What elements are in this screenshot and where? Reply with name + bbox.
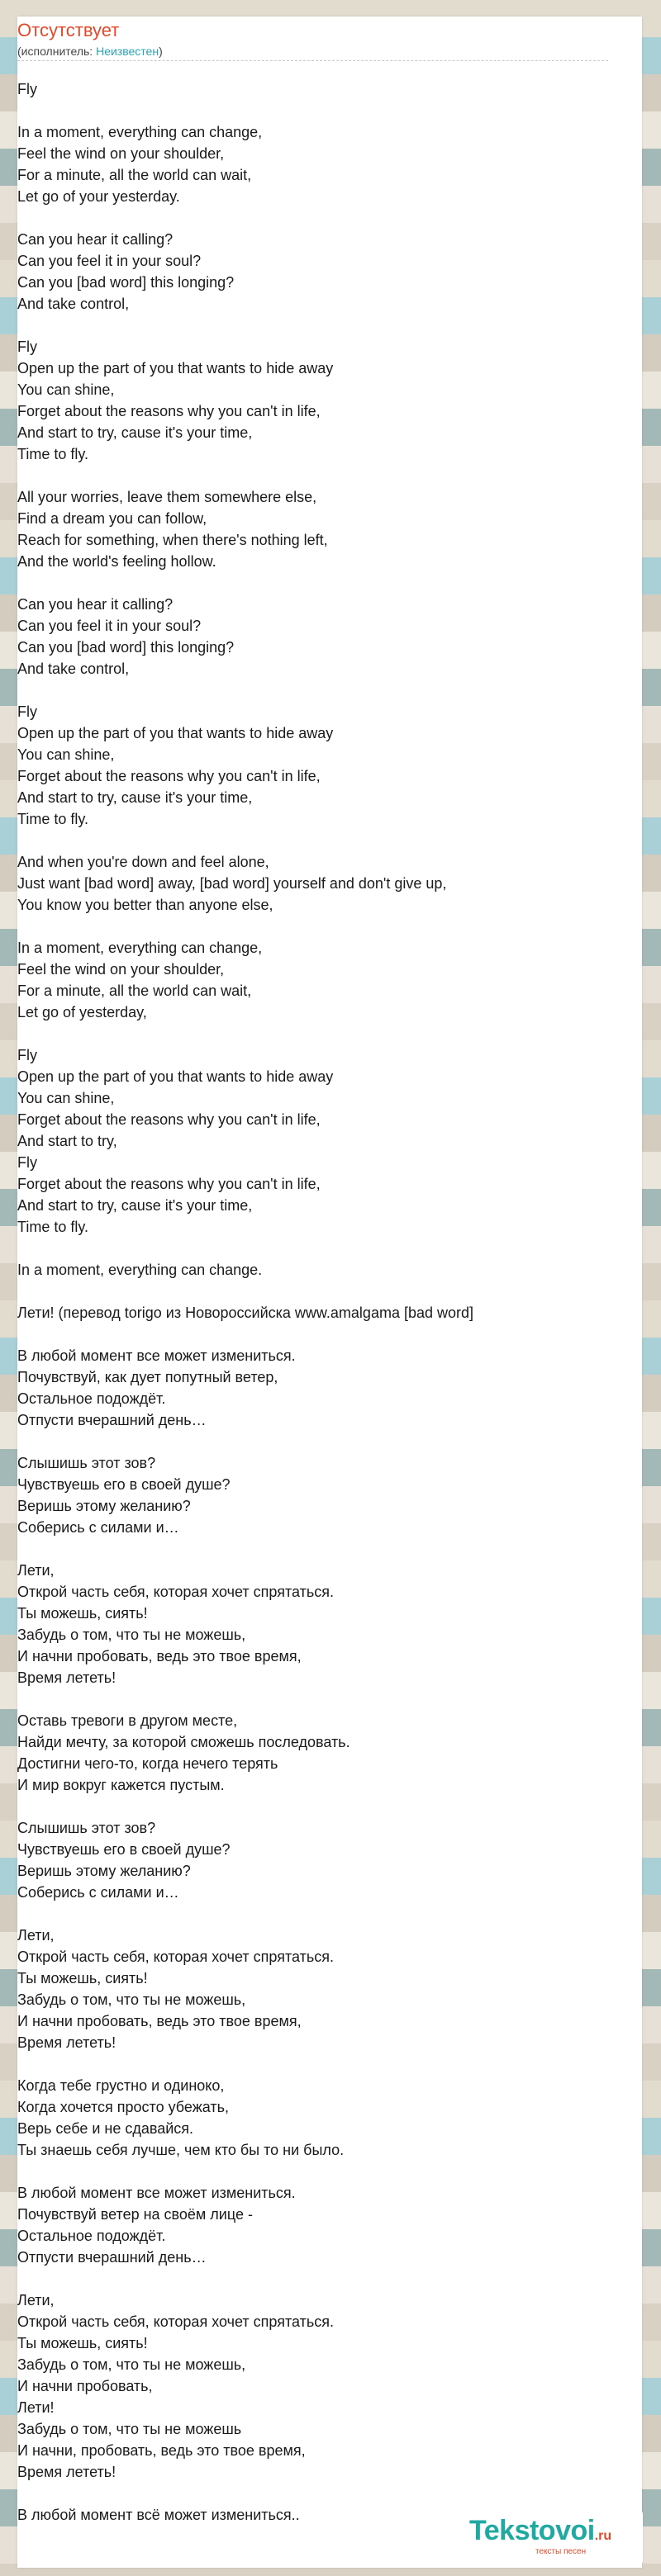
- lyric-line: [17, 1281, 612, 1302]
- lyric-line: Feel the wind on your shoulder,: [17, 961, 225, 978]
- lyric-line: В любой момент все может измениться.: [17, 1347, 296, 1364]
- lyric-line: You know you better than anyone else,: [17, 897, 273, 913]
- lyric-line: You can shine,: [17, 746, 115, 763]
- lyric-line: Can you feel it in your soul?: [17, 253, 202, 269]
- lyric-line: Слышишь этот зов?: [17, 1820, 156, 1836]
- lyric-line: Почувствуй ветер на своём лице -: [17, 2206, 253, 2223]
- lyric-line: Лети,: [17, 2292, 55, 2308]
- title-divider: [17, 60, 608, 61]
- lyric-line: Забудь о том, что ты не можешь: [17, 2421, 242, 2437]
- lyric-line: [17, 100, 612, 121]
- lyric-line: Can you hear it calling?: [17, 231, 174, 248]
- page-title: Отсутствует: [17, 20, 120, 40]
- lyric-line: Достигни чего-то, когда нечего терять: [17, 1755, 278, 1772]
- lyric-line: You can shine,: [17, 381, 115, 398]
- lyric-line: [17, 1324, 612, 1345]
- artist-prefix: (исполнитель:: [17, 45, 97, 58]
- logo-main-text: Tekstovoi: [469, 2515, 595, 2546]
- lyric-line: В любой момент все может измениться.: [17, 2185, 296, 2201]
- lyric-line: Time to fly.: [17, 1219, 89, 1235]
- lyric-line: Ты можешь, сиять!: [17, 1970, 148, 1986]
- lyric-line: Forget about the reasons why you can't in life,: [17, 768, 321, 784]
- lyric-line: For a minute, all the world can wait,: [17, 983, 252, 999]
- lyric-line: [17, 2268, 612, 2290]
- lyric-line: [17, 830, 612, 851]
- lyric-line: Find a dream you can follow,: [17, 510, 207, 527]
- lyric-line: And start to try, cause it's your time,: [17, 789, 253, 806]
- lyric-line: Forget about the reasons why you can't in life,: [17, 403, 321, 419]
- lyric-line: Отпусти вчерашний день…: [17, 2249, 207, 2266]
- lyric-line: Оставь тревоги в другом месте,: [17, 1712, 238, 1729]
- lyric-line: Let go of your yesterday.: [17, 188, 180, 205]
- lyric-line: Остальное подождёт.: [17, 2228, 166, 2244]
- lyric-line: Fly: [17, 1154, 37, 1171]
- lyric-line: Соберись с силами и…: [17, 1519, 179, 1536]
- logo-tagline: тексты песен: [535, 2547, 587, 2556]
- lyric-line: Время лететь!: [17, 2034, 117, 2051]
- lyric-line: Верь себе и не сдавайся.: [17, 2120, 194, 2137]
- lyric-line: В любой момент всё может измениться..: [17, 2507, 300, 2523]
- lyric-line: Time to fly.: [17, 446, 89, 462]
- lyric-line: Лети,: [17, 1927, 55, 1944]
- lyric-line: Открой часть себя, которая хочет спрятаться.: [17, 1949, 334, 1965]
- lyric-line: Feel the wind on your shoulder,: [17, 145, 225, 162]
- site-logo[interactable]: [453, 2512, 643, 2562]
- lyric-line: Время лететь!: [17, 2464, 117, 2480]
- lyric-line: And when you're down and feel alone,: [17, 854, 269, 870]
- lyric-line: Открой часть себя, которая хочет спрятаться.: [17, 1584, 334, 1600]
- lyric-line: Open up the part of you that wants to hide away: [17, 1068, 334, 1085]
- lyric-line: [17, 916, 612, 937]
- lyric-line: [17, 207, 612, 229]
- lyric-line: For a minute, all the world can wait,: [17, 167, 252, 183]
- lyric-line: Забудь о том, что ты не можешь,: [17, 1627, 246, 1643]
- lyric-line: Can you [bad word] this longing?: [17, 274, 235, 291]
- lyric-line: In a moment, everything can change,: [17, 124, 263, 140]
- lyric-line: Веришь этому желанию?: [17, 1498, 191, 1514]
- lyric-line: Just want [bad word] away, [bad word] yourself and don't give up,: [17, 875, 447, 892]
- lyric-line: Time to fly.: [17, 811, 89, 827]
- lyric-line: Ты можешь, сиять!: [17, 2335, 148, 2351]
- lyric-line: Лети,: [17, 1562, 55, 1579]
- lyric-line: Отпусти вчерашний день…: [17, 1412, 207, 1428]
- lyric-line: Соберись с силами и…: [17, 1884, 179, 1901]
- lyric-line: [17, 2161, 612, 2182]
- lyric-line: Почувствуй, как дует попутный ветер,: [17, 1369, 278, 1385]
- lyrics-text: [17, 78, 612, 2526]
- lyric-line: And the world's feeling hollow.: [17, 553, 216, 570]
- lyric-line: [17, 465, 612, 486]
- lyric-line: И начни, пробовать, ведь это твое время,: [17, 2442, 306, 2459]
- lyric-line: And start to try, cause it's your time,: [17, 424, 253, 441]
- lyric-line: In a moment, everything can change.: [17, 1262, 263, 1278]
- lyric-line: [17, 2483, 612, 2504]
- lyric-line: And start to try, cause it's your time,: [17, 1197, 253, 1214]
- lyric-line: Найди мечту, за которой сможешь последовать.: [17, 1734, 350, 1750]
- lyric-line: Чувствуешь его в своей душе?: [17, 1476, 231, 1493]
- artist-link[interactable]: Неизвестен: [96, 45, 159, 58]
- lyric-line: And take control,: [17, 661, 130, 677]
- lyric-line: Reach for something, when there's nothing left,: [17, 532, 328, 548]
- lyric-line: [17, 1796, 612, 1817]
- lyric-line: Can you hear it calling?: [17, 596, 174, 613]
- lyric-line: Let go of yesterday,: [17, 1004, 147, 1020]
- lyric-line: И начни пробовать, ведь это твое время,: [17, 2013, 302, 2029]
- lyric-line: Ты можешь, сиять!: [17, 1605, 148, 1622]
- lyric-line: И начни пробовать, ведь это твое время,: [17, 1648, 302, 1664]
- lyric-line: Веришь этому желанию?: [17, 1863, 191, 1879]
- artist-line: [17, 44, 163, 59]
- lyric-line: You can shine,: [17, 1090, 115, 1106]
- lyric-line: Лети!: [17, 2399, 55, 2416]
- artist-suffix: ): [159, 45, 163, 58]
- lyric-line: And start to try,: [17, 1133, 117, 1149]
- lyric-line: [17, 1431, 612, 1452]
- lyric-line: Forget about the reasons why you can't in life,: [17, 1111, 321, 1128]
- lyric-line: Когда тебе грустно и одиноко,: [17, 2077, 225, 2094]
- lyric-line: Open up the part of you that wants to hide away: [17, 360, 334, 376]
- lyric-line: [17, 1538, 612, 1560]
- lyric-line: [17, 1688, 612, 1710]
- lyric-line: Когда хочется просто убежать,: [17, 2099, 229, 2115]
- lyric-line: Fly: [17, 81, 37, 97]
- lyric-line: И начни пробовать,: [17, 2378, 153, 2394]
- lyric-line: Can you feel it in your soul?: [17, 618, 202, 634]
- lyric-line: [17, 1903, 612, 1925]
- lyric-line: Ты знаешь себя лучше, чем кто бы то ни было.: [17, 2142, 345, 2158]
- lyric-line: Fly: [17, 1047, 37, 1063]
- lyric-line: Fly: [17, 703, 37, 720]
- lyric-line: Остальное подождёт.: [17, 1390, 166, 1407]
- lyric-line: [17, 1238, 612, 1259]
- logo-tld: .ru: [594, 2529, 612, 2543]
- lyric-line: Can you [bad word] this longing?: [17, 639, 235, 656]
- lyric-line: [17, 680, 612, 701]
- lyric-line: [17, 1023, 612, 1044]
- lyric-line: Забудь о том, что ты не можешь,: [17, 2356, 246, 2373]
- lyric-line: [17, 572, 612, 594]
- lyric-line: In a moment, everything can change,: [17, 940, 263, 956]
- lyric-line: All your worries, leave them somewhere else,: [17, 489, 317, 505]
- lyric-line: Слышишь этот зов?: [17, 1455, 156, 1471]
- lyric-line: Время лететь!: [17, 1669, 117, 1686]
- lyric-line: [17, 315, 612, 336]
- lyric-line: [17, 2053, 612, 2075]
- lyric-line: Открой часть себя, которая хочет спрятаться.: [17, 2313, 334, 2330]
- lyric-line: Лети! (перевод torigo из Новороссийска www.amalgama [bad word]: [17, 1305, 474, 1321]
- lyric-line: Чувствуешь его в своей душе?: [17, 1841, 231, 1858]
- lyric-line: Fly: [17, 339, 37, 355]
- lyric-line: И мир вокруг кажется пустым.: [17, 1777, 225, 1793]
- lyric-line: Open up the part of you that wants to hide away: [17, 725, 334, 741]
- lyric-line: Забудь о том, что ты не можешь,: [17, 1991, 246, 2008]
- lyric-line: Forget about the reasons why you can't in life,: [17, 1176, 321, 1192]
- lyric-line: And take control,: [17, 296, 130, 312]
